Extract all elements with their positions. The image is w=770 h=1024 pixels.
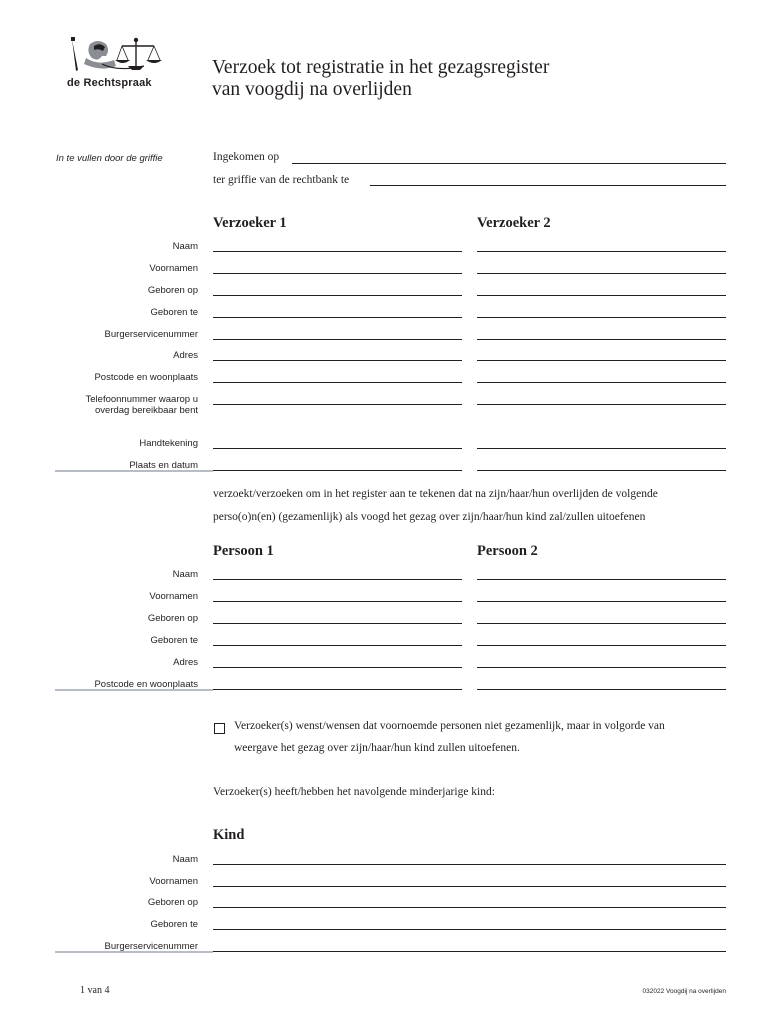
person-1-field[interactable]: [213, 689, 462, 690]
person-2-field[interactable]: [477, 579, 726, 580]
person-2-field[interactable]: [477, 645, 726, 646]
child-field-label: Burgerservicenummer: [104, 941, 198, 952]
child-field-label: Voornamen: [149, 876, 198, 887]
person-1-field[interactable]: [213, 601, 462, 602]
checkbox-text-line-1: Verzoeker(s) wenst/wensen dat voornoemde personen niet gezamenlijk, maar in volgorde van: [234, 720, 665, 732]
applicant-2-field[interactable]: [477, 382, 726, 383]
title-line-2: van voogdij na overlijden: [212, 79, 412, 100]
applicant-2-field[interactable]: [477, 360, 726, 361]
applicant-2-field[interactable]: [477, 404, 726, 405]
child-intro: Verzoeker(s) heeft/hebben het navolgende minderjarige kind:: [213, 786, 495, 798]
person-field-label: Geboren te: [150, 635, 198, 646]
person-1-field[interactable]: [213, 623, 462, 624]
applicant-1-field[interactable]: [213, 339, 462, 340]
applicant-field-label: Geboren op: [147, 285, 198, 296]
person-field-label: Adres: [173, 657, 198, 668]
applicant-field-label: Telefoonnummer waarop u overdag bereikbaar bent: [85, 394, 198, 416]
child-field-label: Geboren op: [147, 897, 198, 908]
page-title: [212, 57, 549, 101]
applicant-field-label: Plaats en datum: [129, 460, 198, 471]
child-field-label: Geboren te: [150, 919, 198, 930]
child-field[interactable]: [213, 886, 726, 887]
child-field[interactable]: [213, 951, 726, 952]
applicant-2-field[interactable]: [477, 251, 726, 252]
court-label: ter griffie van de rechtbank te: [213, 174, 350, 186]
statement-line-1: verzoekt/verzoeken om in het register aan te tekenen dat na zijn/haar/hun overlijden de volgende: [213, 488, 658, 500]
applicant-1-field[interactable]: [213, 382, 462, 383]
child-heading: Kind: [213, 827, 245, 843]
applicant-field-label: Naam: [172, 241, 198, 252]
person-1-field[interactable]: [213, 667, 462, 668]
applicant-2-field[interactable]: [477, 295, 726, 296]
logo-text: de Rechtspraak: [67, 77, 152, 89]
applicant-1-field[interactable]: [213, 295, 462, 296]
person-field-label: Geboren op: [147, 613, 198, 624]
justitia-logo-icon: [62, 36, 172, 78]
applicant-field-label: Postcode en woonplaats: [94, 372, 198, 383]
person-2-field[interactable]: [477, 601, 726, 602]
logo: [62, 36, 172, 96]
applicant-2-field[interactable]: [477, 317, 726, 318]
person-2-field[interactable]: [477, 689, 726, 690]
person-1-heading: Persoon 1: [213, 543, 274, 559]
griffie-side-label: In te vullen door de griffie: [56, 153, 163, 164]
applicant-1-signature-field[interactable]: [213, 448, 462, 449]
section-divider: [55, 470, 213, 472]
applicant-2-field[interactable]: [477, 470, 726, 471]
applicant-field-label: Adres: [173, 350, 198, 361]
checkbox-text-line-2: weergave het gezag over zijn/haar/hun kind zullen uitoefenen.: [234, 742, 520, 754]
applicant-field-label: Handtekening: [139, 438, 198, 449]
applicant-1-field[interactable]: [213, 360, 462, 361]
title-line-1: Verzoek tot registratie in het gezagsregister: [212, 57, 550, 78]
child-field[interactable]: [213, 907, 726, 908]
person-2-heading: Persoon 2: [477, 543, 538, 559]
person-1-field[interactable]: [213, 579, 462, 580]
applicant-field-label: Burgerservicenummer: [104, 329, 198, 340]
person-2-field[interactable]: [477, 667, 726, 668]
applicant-1-field[interactable]: [213, 404, 462, 405]
court-location-field[interactable]: [370, 185, 726, 186]
form-code: 032022 Voogdij na overlijden: [642, 988, 726, 995]
applicant-1-field[interactable]: [213, 317, 462, 318]
applicant-field-label: Voornamen: [149, 263, 198, 274]
applicant-2-signature-field[interactable]: [477, 448, 726, 449]
applicant-2-field[interactable]: [477, 339, 726, 340]
person-field-label: Postcode en woonplaats: [94, 679, 198, 690]
child-field[interactable]: [213, 929, 726, 930]
child-field-label: Naam: [172, 854, 198, 865]
person-2-field[interactable]: [477, 623, 726, 624]
order-checkbox[interactable]: [214, 723, 225, 734]
section-divider: [55, 951, 213, 953]
person-field-label: Naam: [172, 569, 198, 580]
applicant-field-label: Geboren te: [150, 307, 198, 318]
received-label: Ingekomen op: [213, 151, 280, 163]
applicant-1-heading: Verzoeker 1: [213, 215, 287, 231]
applicant-1-field[interactable]: [213, 251, 462, 252]
applicant-1-field[interactable]: [213, 273, 462, 274]
applicant-1-field[interactable]: [213, 470, 462, 471]
person-field-label: Voornamen: [149, 591, 198, 602]
received-date-field[interactable]: [292, 163, 726, 164]
section-divider: [55, 689, 213, 691]
statement-line-2: perso(o)n(en) (gezamenlijk) als voogd het gezag over zijn/haar/hun kind zal/zullen uitoefenen: [213, 511, 646, 523]
person-1-field[interactable]: [213, 645, 462, 646]
applicant-2-field[interactable]: [477, 273, 726, 274]
page-number: 1 van 4: [80, 985, 110, 996]
child-field[interactable]: [213, 864, 726, 865]
applicant-2-heading: Verzoeker 2: [477, 215, 551, 231]
